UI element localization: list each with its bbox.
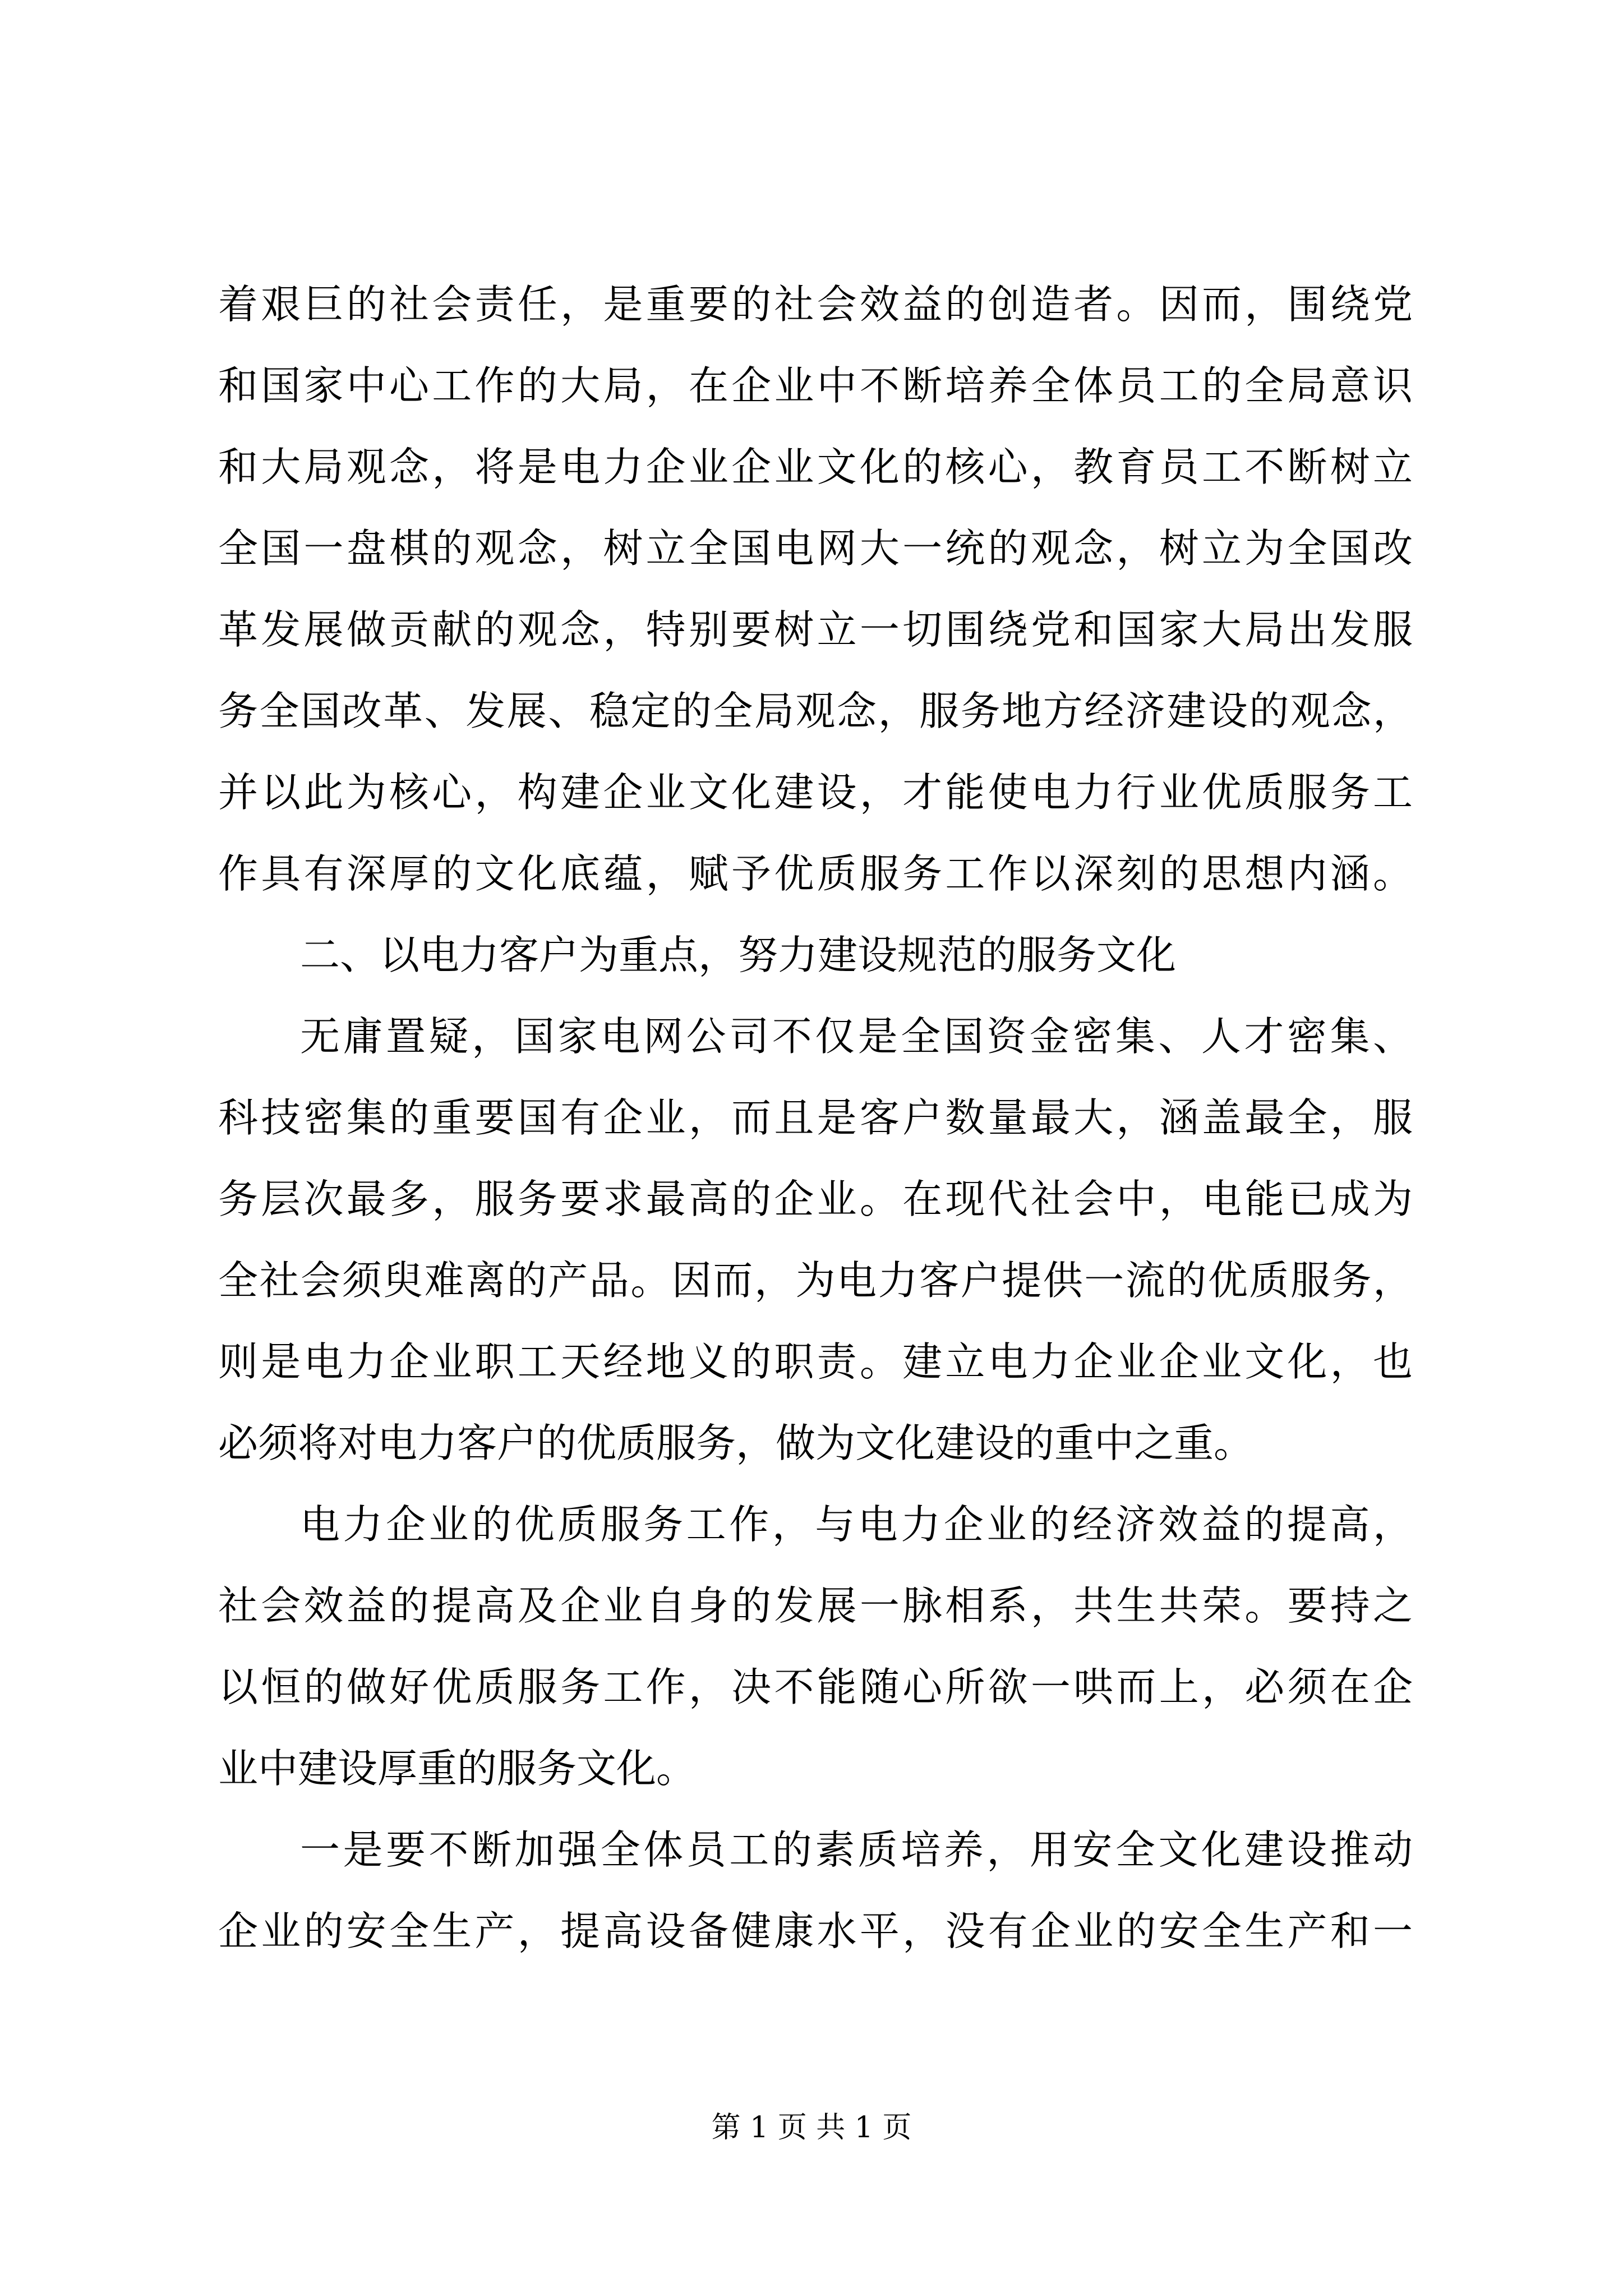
page-footer: 第 1 页 共 1 页	[711, 2111, 912, 2145]
text-line: 以恒的做好优质服务工作，决不能随心所欲一哄而上，必须在企	[218, 1664, 1413, 1710]
text-line: 革发展做贡献的观念，特别要树立一切围绕党和国家大局出发服	[218, 606, 1413, 653]
text-line: 电力企业的优质服务工作，与电力企业的经济效益的提高，	[300, 1501, 1413, 1548]
text-line: 无庸置疑，国家电网公司不仅是全国资金密集、人才密集、	[300, 1013, 1413, 1060]
body-text	[218, 264, 1413, 1972]
text-line: 并以此为核心，构建企业文化建设，才能使电力行业优质服务工	[218, 769, 1413, 816]
text-line: 业中建设厚重的服务文化。	[218, 1745, 697, 1792]
text-line: 务全国改革、发展、稳定的全局观念，服务地方经济建设的观念，	[218, 688, 1413, 734]
text-line: 着艰巨的社会责任，是重要的社会效益的创造者。因而，围绕党	[218, 281, 1413, 328]
text-line: 一是要不断加强全体员工的素质培养，用安全文化建设推动	[300, 1826, 1413, 1873]
text-line: 企业的安全生产，提高设备健康水平，没有企业的安全生产和一	[218, 1908, 1413, 1954]
text-line: 务层次最多，服务要求最高的企业。在现代社会中，电能已成为	[218, 1176, 1413, 1222]
text-line: 全社会须臾难离的产品。因而，为电力客户提供一流的优质服务，	[218, 1257, 1413, 1304]
text-line: 和大局观念，将是电力企业企业文化的核心，教育员工不断树立	[218, 444, 1413, 490]
section-heading: 二、以电力客户为重点，努力建设规范的服务文化	[300, 932, 1177, 978]
text-line: 则是电力企业职工天经地义的职责。建立电力企业企业文化，也	[218, 1338, 1413, 1385]
text-line: 必须将对电力客户的优质服务，做为文化建设的重中之重。	[218, 1420, 1254, 1466]
text-line: 全国一盘棋的观念，树立全国电网大一统的观念，树立为全国改	[218, 525, 1413, 572]
text-line: 科技密集的重要国有企业，而且是客户数量最大，涵盖最全，服	[218, 1094, 1413, 1141]
text-line: 社会效益的提高及企业自身的发展一脉相系，共生共荣。要持之	[218, 1582, 1413, 1629]
text-line: 作具有深厚的文化底蕴，赋予优质服务工作以深刻的思想内涵。	[218, 850, 1413, 897]
text-line: 和国家中心工作的大局，在企业中不断培养全体员工的全局意识	[218, 362, 1413, 409]
